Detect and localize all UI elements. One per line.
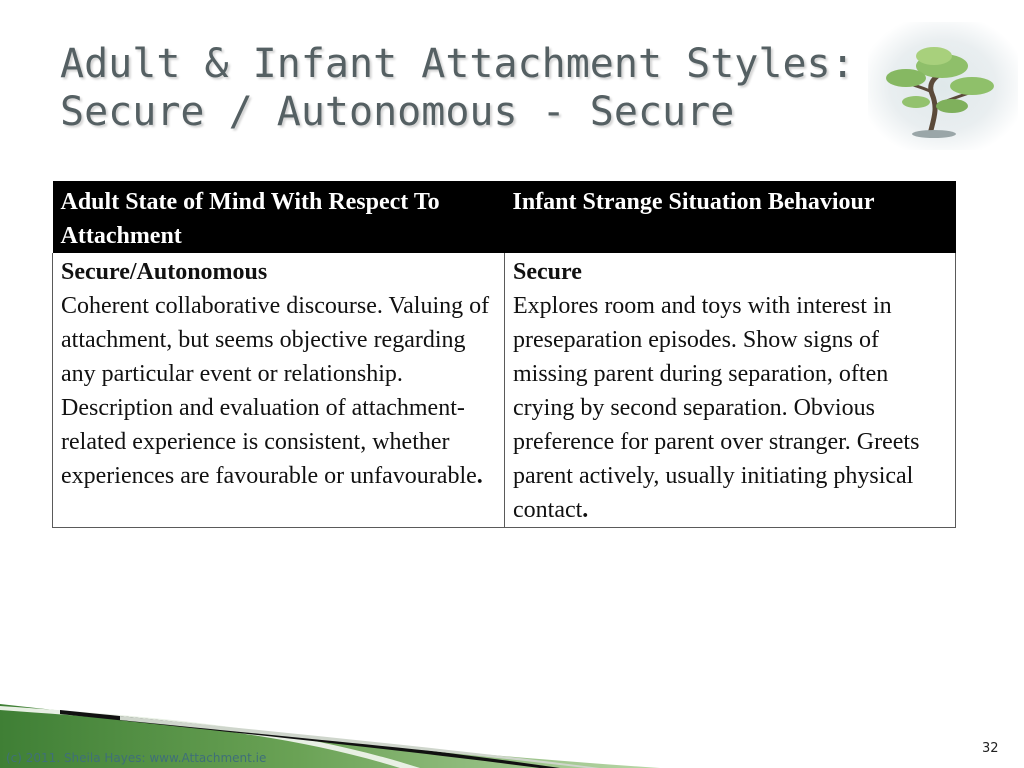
bonsai-tree-image (868, 22, 1018, 150)
cell-adult-secure-autonomous (53, 253, 505, 528)
slide-title-line-1: Adult & Infant Attachment Styles: (60, 41, 855, 87)
bonsai-tree-icon (868, 22, 1018, 150)
infant-description-end: . (582, 497, 589, 523)
infant-style-description: Explores room and toys with interest in preseparation episodes. Show signs of missing parent during separation, often crying by second separation. Obvious preference for parent over stranger. Greets parent actively, usually initiating physical contact (513, 293, 920, 523)
slide-title (60, 40, 860, 136)
header-infant-strange-situation: Infant Strange Situation Behaviour (505, 181, 956, 253)
adult-style-description: Coherent collaborative discourse. Valuing of attachment, but seems objective regarding any particular event or relationship. Description and evaluation of attachment-related experience is consistent, whether experiences are favourable or unfavourable (61, 293, 490, 489)
infant-style-heading: Secure (513, 259, 582, 285)
cell-infant-secure (505, 253, 956, 528)
footer-copyright: (c) 2011. Sheila Hayes: www.Attachment.ie (6, 751, 267, 765)
page-number: 32 (982, 741, 999, 756)
table-row (53, 253, 956, 528)
table-header-row (53, 181, 956, 253)
adult-description-end: . (476, 463, 483, 489)
slide-title-line-2: Secure / Autonomous - Secure (60, 89, 735, 135)
adult-style-heading: Secure/Autonomous (61, 259, 268, 285)
attachment-styles-table (52, 181, 956, 528)
header-adult-state-of-mind: Adult State of Mind With Respect To Attachment (53, 181, 505, 253)
